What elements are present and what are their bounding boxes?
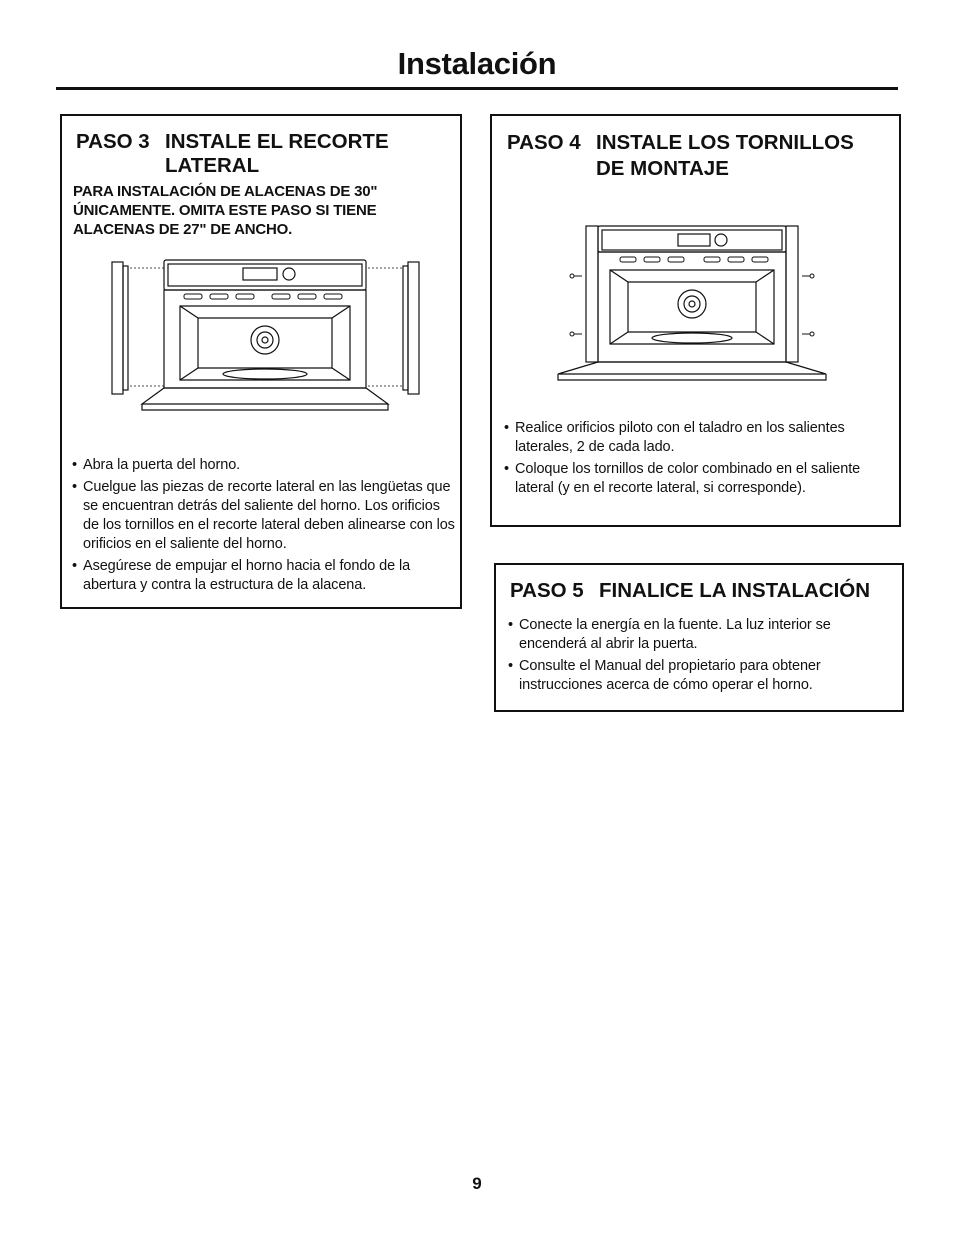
list-item-text: Asegúrese de empujar el horno hacia el fondo de la abertura y contra la estructura de la alacena. — [83, 558, 411, 593]
page-number: 9 — [472, 1174, 482, 1193]
bullet-glyph: • — [72, 558, 77, 574]
list-item-text: Conecte la energía en la fuente. La luz interior se encenderá al abrir la puerta. — [519, 617, 831, 652]
step-3-bullet-list — [72, 456, 456, 598]
list-item-text: Coloque los tornillos de color combinado en el saliente lateral (y en el recorte lateral, si corresponde). — [515, 461, 861, 496]
oven-with-mounting-screws-illustration — [554, 222, 844, 384]
bullet-glyph: • — [72, 457, 77, 473]
bullet-glyph: • — [508, 617, 513, 633]
step-5-number: PASO 5 — [510, 579, 584, 602]
step-5-bullet-list — [508, 616, 894, 698]
step-5-title: FINALICE LA INSTALACIÓN — [599, 579, 871, 602]
page-title: Instalación — [397, 46, 557, 81]
list-item — [72, 557, 456, 595]
list-item-text: Consulte el Manual del propietario para obtener instrucciones acerca de cómo operar el horno. — [519, 658, 821, 693]
list-item — [504, 419, 896, 457]
step-4-title-line-1: INSTALE LOS TORNILLOS — [596, 131, 854, 154]
step-3-panel — [60, 114, 462, 609]
bullet-glyph: • — [504, 461, 509, 477]
step-3-title-line-1: INSTALE EL RECORTE — [165, 130, 389, 153]
list-item-text: Abra la puerta del horno. — [83, 457, 241, 473]
list-item — [508, 657, 894, 695]
oven-with-side-trim-illustration — [106, 256, 426, 418]
list-item — [72, 478, 456, 554]
bullet-glyph: • — [72, 479, 77, 495]
step-3-number: PASO 3 — [76, 130, 150, 153]
bullet-glyph: • — [504, 420, 509, 436]
list-item-text: Realice orificios piloto con el taladro en los salientes laterales, 2 de cada lado. — [515, 420, 845, 455]
title-rule — [56, 87, 898, 90]
step-4-number: PASO 4 — [507, 131, 581, 154]
step-4-panel — [490, 114, 901, 527]
bullet-glyph: • — [508, 658, 513, 674]
list-item — [504, 460, 896, 498]
list-item — [72, 456, 456, 475]
step-3-title-line-2: LATERAL — [165, 154, 260, 177]
list-item-text: Cuelgue las piezas de recorte lateral en las lengüetas que se encuentran detrás del saliente del horno. Los orificios de los tornillos en el recorte lateral deben alinearse con los orificios en el saliente del horno. — [83, 479, 455, 552]
step-4-bullet-list — [504, 419, 896, 501]
step-4-title-line-2: DE MONTAJE — [596, 157, 729, 180]
step-5-panel — [494, 563, 904, 712]
step-3-note: PARA INSTALACIÓN DE ALACENAS DE 30" ÚNICAMENTE. OMITA ESTE PASO SI TIENE ALACENAS DE 27" DE ANCHO. — [73, 183, 378, 238]
list-item — [508, 616, 894, 654]
